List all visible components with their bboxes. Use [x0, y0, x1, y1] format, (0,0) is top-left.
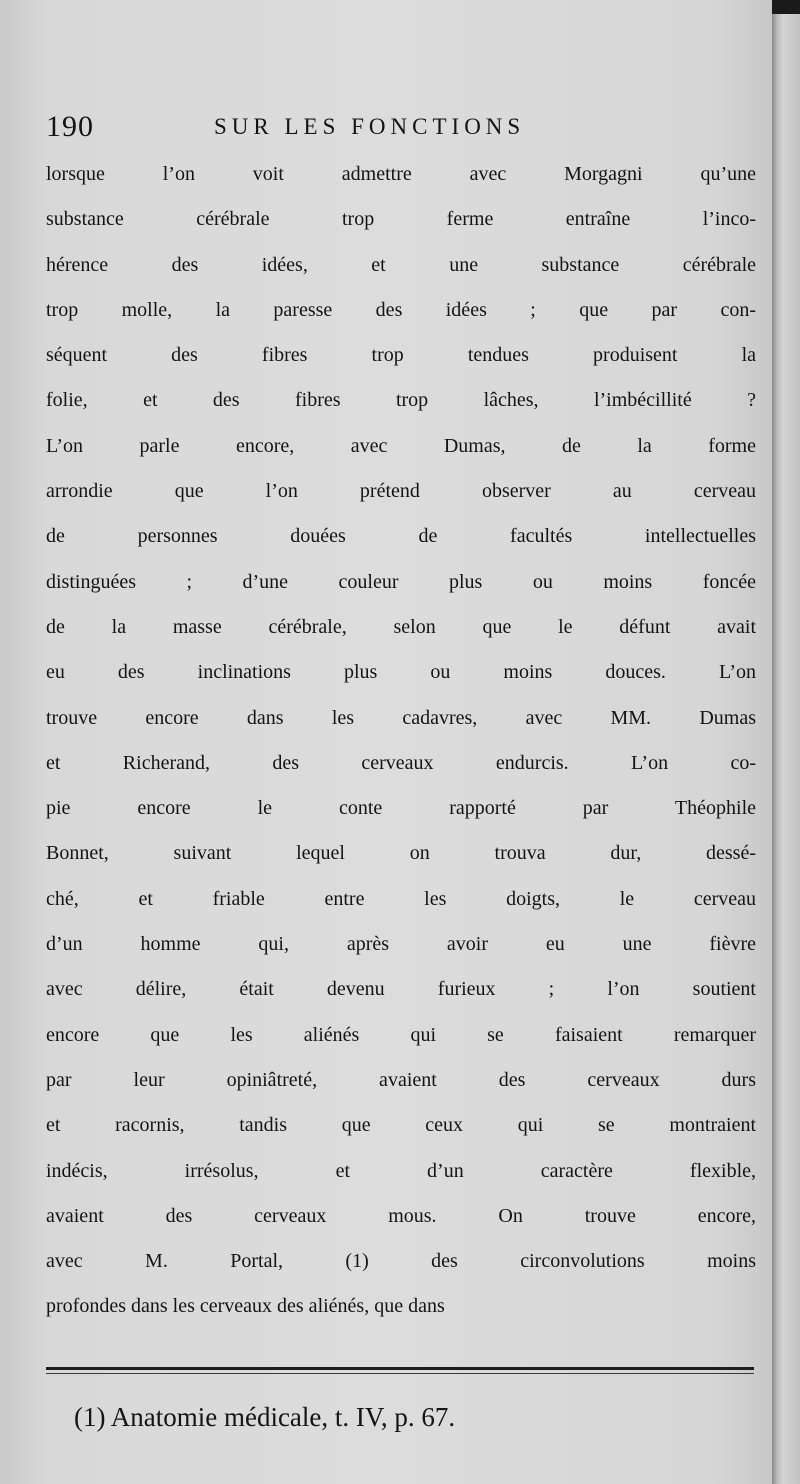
text-line: de la masse cérébrale, selon que le défunt avait — [46, 615, 756, 638]
footnote-rule-thin — [46, 1373, 754, 1374]
text-line: de personnes douées de facultés intellectuelles — [46, 525, 756, 548]
text-line: trop molle, la paresse des idées ; que par con- — [46, 298, 756, 321]
text-line: profondes dans les cerveaux des aliénés, que dans — [46, 1295, 445, 1318]
running-head — [46, 110, 746, 146]
text-line: lorsque l’on voit admettre avec Morgagni qu’une — [46, 163, 756, 185]
text-line: folie, et des fibres trop lâches, l’imbécillité ? — [46, 389, 756, 412]
text-line: substance cérébrale trop ferme entraîne l’inco- — [46, 208, 756, 231]
text-line: arrondie que l’on prétend observer au cerveau — [46, 480, 756, 503]
footnote-rule — [46, 1367, 754, 1370]
text-line: indécis, irrésolus, et d’un caractère flexible, — [46, 1159, 756, 1182]
page-number: 190 — [46, 110, 94, 143]
footnote: (1) Anatomie médicale, t. IV, p. 67. — [74, 1402, 456, 1432]
text-line: d’un homme qui, après avoir eu une fièvre — [46, 933, 756, 956]
text-line: eu des inclinations plus ou moins douces. L’on — [46, 661, 756, 684]
text-line: par leur opiniâtreté, avaient des cerveaux durs — [46, 1068, 756, 1091]
text-line: ché, et friable entre les doigts, le cerveau — [46, 887, 756, 910]
running-title: SUR LES FONCTIONS — [214, 114, 526, 139]
text-line: et racornis, tandis que ceux qui se montraient — [46, 1114, 756, 1137]
text-line: et Richerand, des cerveaux endurcis. L’on co- — [46, 751, 756, 774]
page-edge-shadow — [772, 0, 800, 14]
text-line: avec M. Portal, (1) des circonvolutions moins — [46, 1250, 756, 1273]
text-line: trouve encore dans les cadavres, avec MM. Dumas — [46, 706, 756, 729]
page-edge — [772, 0, 800, 1484]
text-line: encore que les aliénés qui se faisaient remarquer — [46, 1023, 756, 1046]
text-line: avaient des cerveaux mous. On trouve encore, — [46, 1204, 756, 1227]
text-line: avec délire, était devenu furieux ; l’on soutient — [46, 978, 756, 1001]
text-line: hérence des idées, et une substance cérébrale — [46, 253, 756, 276]
text-line: pie encore le conte rapporté par Théophile — [46, 797, 756, 820]
text-line: distinguées ; d’une couleur plus ou moins foncée — [46, 570, 756, 593]
text-line: L’on parle encore, avec Dumas, de la forme — [46, 434, 756, 457]
body-text — [46, 152, 756, 1330]
text-line: séquent des fibres trop tendues produisent la — [46, 344, 756, 367]
text-line: Bonnet, suivant lequel on trouva dur, dessé- — [46, 842, 756, 865]
